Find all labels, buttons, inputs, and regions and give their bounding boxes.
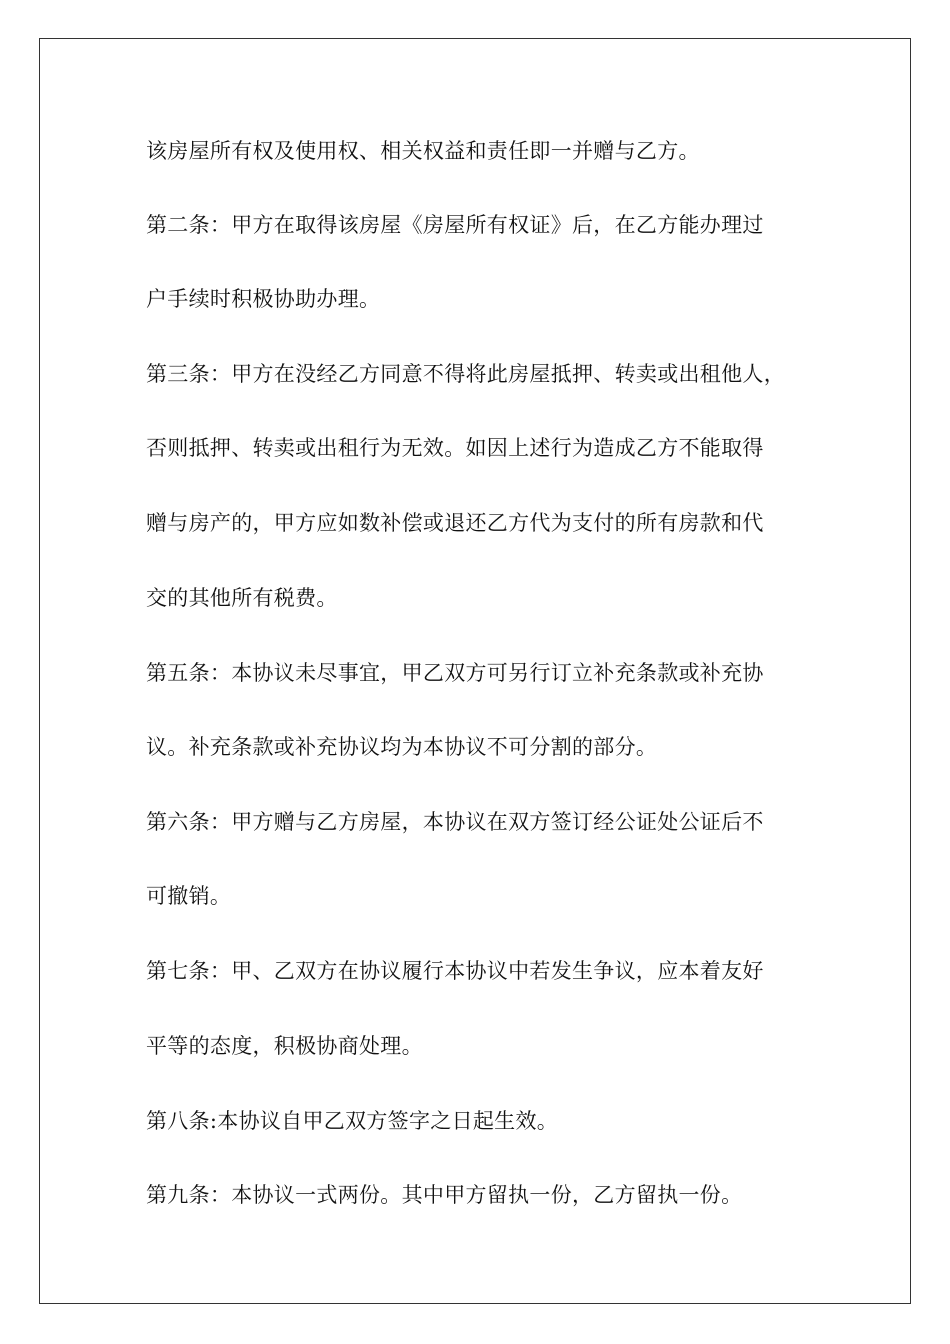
text-line: 第二条：甲方在取得该房屋《房屋所有权证》后，在乙方能办理过 (146, 213, 764, 237)
text-line: 可撤销。 (146, 884, 232, 908)
text-line: 平等的态度，积极协商处理。 (146, 1034, 423, 1058)
text-line: 第七条：甲、乙双方在协议履行本协议中若发生争议，应本着友好 (146, 959, 764, 983)
text-line: 第九条：本协议一式两份。其中甲方留执一份，乙方留执一份。 (146, 1183, 743, 1207)
text-line: 该房屋所有权及使用权、相关权益和责任即一并赠与乙方。 (146, 139, 700, 163)
text-line: 第八条:本协议自甲乙双方签字之日起生效。 (146, 1109, 559, 1133)
text-line: 否则抵押、转卖或出租行为无效。如因上述行为造成乙方不能取得 (146, 436, 764, 460)
text-line: 户手续时积极协助办理。 (146, 287, 381, 311)
text-line: 议。补充条款或补充协议均为本协议不可分割的部分。 (146, 735, 658, 759)
text-line: 交的其他所有税费。 (146, 586, 338, 610)
text-line: 第六条：甲方赠与乙方房屋，本协议在双方签订经公证处公证后不 (146, 810, 764, 834)
text-line: 第五条：本协议未尽事宜，甲乙双方可另行订立补充条款或补充协 (146, 661, 764, 685)
text-line: 第三条：甲方在没经乙方同意不得将此房屋抵押、转卖或出租他人， (146, 362, 785, 386)
text-line: 赠与房产的，甲方应如数补偿或退还乙方代为支付的所有房款和代 (146, 511, 764, 535)
